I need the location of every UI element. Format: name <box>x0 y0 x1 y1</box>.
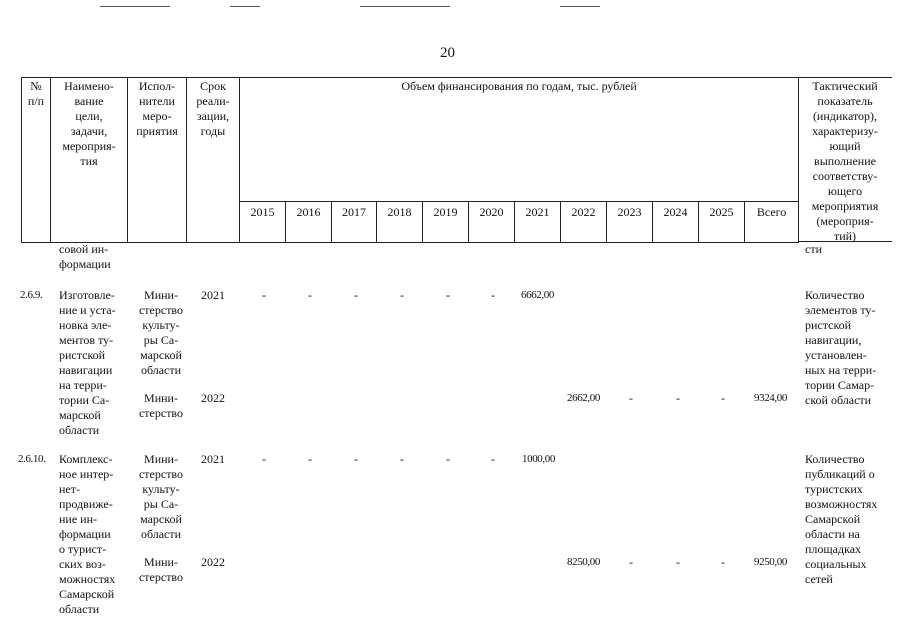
row-number: 2.6.9. <box>20 289 43 301</box>
executor: Мини- стерство <box>138 555 184 584</box>
year-header: 2017 <box>332 202 377 243</box>
year-header: 2015 <box>240 202 286 243</box>
header-funding: Объем финансирования по годам, тыс. рублей <box>240 78 799 202</box>
empty-value: - <box>262 452 266 466</box>
total-value: 9250,00 <box>754 556 787 568</box>
year-header: Всего <box>745 202 799 243</box>
scan-line <box>100 6 170 7</box>
measure-name: Изготовле- ние и уста- новка эле- ментов ту- ристской навигации на терри- тории Са- марской области <box>59 288 116 437</box>
year-header: 2024 <box>653 202 699 243</box>
empty-value: - <box>629 555 633 569</box>
executor: Мини- стерство <box>138 391 184 420</box>
scan-line <box>560 6 600 7</box>
empty-value: - <box>676 555 680 569</box>
term-year: 2021 <box>201 288 225 302</box>
term-year: 2021 <box>201 452 225 466</box>
year-header: 2022 <box>561 202 607 243</box>
term-year: 2022 <box>201 391 225 405</box>
term-year: 2022 <box>201 555 225 569</box>
funding-value: 8250,00 <box>567 556 600 568</box>
row-number: 2.6.10. <box>18 453 46 465</box>
empty-value: - <box>262 288 266 302</box>
year-header: 2016 <box>286 202 332 243</box>
empty-value: - <box>400 288 404 302</box>
empty-value: - <box>354 288 358 302</box>
empty-value: - <box>491 452 495 466</box>
executor: Мини- стерство культу- ры Са- марской области <box>138 288 184 377</box>
empty-value: - <box>721 391 725 405</box>
total-value: 9324,00 <box>754 392 787 404</box>
year-header: 2019 <box>423 202 469 243</box>
empty-value: - <box>629 391 633 405</box>
header-term: Срок реали- зации, годы <box>187 78 240 243</box>
empty-value: - <box>491 288 495 302</box>
year-header: 2025 <box>699 202 745 243</box>
empty-value: - <box>400 452 404 466</box>
header-executors: Испол- нители меро- приятия <box>128 78 187 243</box>
empty-value: - <box>446 288 450 302</box>
year-header: 2023 <box>607 202 653 243</box>
funding-table-header <box>21 77 799 243</box>
empty-value: - <box>446 452 450 466</box>
empty-value: - <box>308 288 312 302</box>
year-header: 2020 <box>469 202 515 243</box>
empty-value: - <box>354 452 358 466</box>
measure-name: Комплекс- ное интер- нет- продвиже- ние ин- формации о турист- ских воз- можностях Самарской области <box>59 452 116 616</box>
funding-value: 6662,00 <box>521 289 554 301</box>
empty-value: - <box>721 555 725 569</box>
tactical-indicator: Количество элементов ту- ристской навигации, установлен- ных на терри- тории Самар- ской области <box>805 288 877 407</box>
year-header: 2021 <box>515 202 561 243</box>
executor: Мини- стерство культу- ры Са- марской области <box>138 452 184 541</box>
empty-value: - <box>308 452 312 466</box>
funding-value: 1000,00 <box>522 453 555 465</box>
header-num: № п/п <box>22 78 51 243</box>
header-tactical-indicator: Тактический показатель (индикатор), характеризу- ющий выполнение соответству- ющего мероприятия (мероприя- тий) <box>798 77 892 242</box>
header-name: Наимено- вание цели, задачи, мероприя- тия <box>51 78 128 243</box>
name-carryover: совой ин- формации <box>59 242 111 271</box>
empty-value: - <box>676 391 680 405</box>
tactical-carryover: сти <box>805 242 822 256</box>
scan-line <box>360 6 450 7</box>
scan-line <box>230 6 260 7</box>
year-header: 2018 <box>377 202 423 243</box>
funding-value: 2662,00 <box>567 392 600 404</box>
tactical-indicator: Количество публикаций о туристских возможностях Самарской области на площадках социальных сетей <box>805 452 878 586</box>
page-number: 20 <box>440 45 455 61</box>
